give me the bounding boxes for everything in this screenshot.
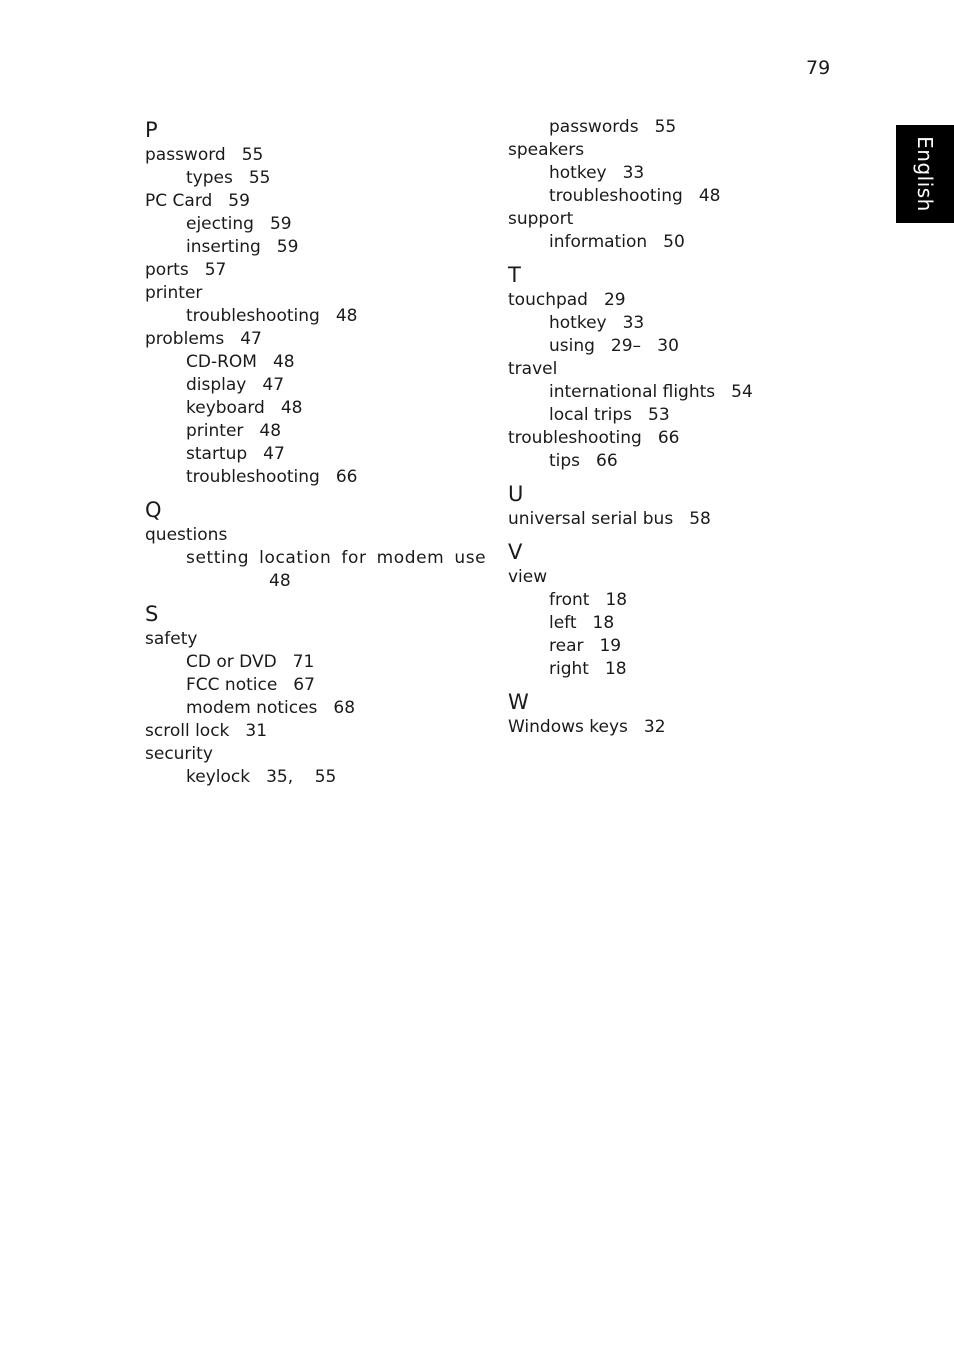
index-letter-heading: Q — [145, 498, 162, 522]
index-page-ref: 66 — [657, 428, 680, 448]
index-page-ref: 18 — [604, 659, 627, 679]
index-subentry — [145, 766, 475, 789]
index-term: right — [549, 659, 589, 679]
index-page-ref: 66 — [335, 467, 358, 487]
index-letter-heading: S — [145, 602, 159, 626]
index-term: tips — [549, 451, 581, 471]
index-page-ref: 29 — [603, 290, 626, 310]
index-entry — [508, 358, 838, 381]
index-page-ref: 59 — [228, 191, 250, 211]
index-page-ref: 53 — [648, 405, 670, 425]
index-term: startup — [186, 444, 248, 464]
index-term: inserting — [186, 237, 261, 257]
index-page-ref: 59 — [276, 237, 299, 257]
index-term: problems — [145, 329, 225, 349]
index-subentry — [508, 404, 838, 427]
index-page-ref: 50 — [663, 232, 685, 252]
index-page-ref: 59 — [269, 214, 292, 234]
index-subentry — [145, 420, 475, 443]
language-tab — [896, 125, 954, 223]
index-term: international flights — [549, 382, 716, 402]
index-term: printer — [186, 421, 244, 441]
index-term: questions — [145, 525, 228, 545]
index-subentry — [145, 236, 475, 259]
index-subentry — [508, 589, 838, 612]
index-page-ref: 48 — [335, 306, 358, 326]
index-entry — [145, 259, 475, 282]
index-term: support — [508, 209, 574, 229]
index-subentry — [145, 443, 475, 466]
index-entry — [145, 628, 475, 651]
index-subentry — [508, 185, 838, 208]
index-term: setting location for modem use — [186, 548, 487, 568]
index-page-ref: 55 — [248, 168, 271, 188]
index-term: view — [508, 567, 548, 587]
index-term: universal serial bus — [508, 509, 674, 529]
index-page-ref: 33 — [622, 163, 645, 183]
index-entry — [145, 190, 475, 213]
index-entry — [508, 508, 838, 531]
index-entry — [508, 566, 838, 589]
index-term: types — [186, 168, 233, 188]
index-entry — [145, 524, 475, 547]
index-term: front — [549, 590, 590, 610]
index-term: hotkey — [549, 313, 607, 333]
index-term: ejecting — [186, 214, 254, 234]
index-subentry — [145, 674, 475, 697]
index-page-ref: 58 — [689, 509, 711, 529]
index-page-ref: 67 — [293, 675, 315, 695]
index-term: troubleshooting — [508, 428, 642, 448]
index-column-left — [145, 116, 487, 789]
index-page-ref: 48 — [280, 398, 303, 418]
index-subentry — [145, 351, 475, 374]
index-subentry — [145, 374, 475, 397]
index-subentry — [508, 381, 838, 404]
index-subentry — [145, 651, 475, 674]
index-entry — [145, 743, 475, 766]
index-entry — [508, 208, 838, 231]
index-term: printer — [145, 283, 203, 303]
index-subentry — [508, 612, 838, 635]
index-page-ref: 18 — [592, 613, 615, 633]
index-page-ref: 68 — [333, 698, 356, 718]
index-entry — [145, 144, 475, 167]
index-entry — [145, 720, 475, 743]
index-page-ref: 35, 55 — [266, 767, 337, 787]
index-term: safety — [145, 629, 198, 649]
index-subentry — [145, 466, 475, 489]
index-subentry — [508, 162, 838, 185]
page-number: 79 — [806, 57, 831, 79]
index-page-ref: 32 — [643, 717, 666, 737]
index-term: Windows keys — [508, 717, 628, 737]
index-term: troubleshooting — [549, 186, 683, 206]
index-subentry — [145, 570, 475, 593]
index-term: information — [549, 232, 648, 252]
index-term: travel — [508, 359, 558, 379]
index-subentry — [508, 335, 838, 358]
index-letter-heading: P — [145, 118, 158, 142]
index-letter-heading: V — [508, 540, 523, 564]
index-term: rear — [549, 636, 584, 656]
index-term: CD-ROM — [186, 352, 257, 372]
index-entry — [508, 289, 838, 312]
index-page-ref: 29– 30 — [610, 336, 679, 356]
index-term: keyboard — [186, 398, 265, 418]
index-term: speakers — [508, 140, 585, 160]
index-entry — [145, 328, 475, 351]
index-subentry — [508, 635, 838, 658]
index-page-ref: 47 — [262, 375, 285, 395]
index-page-ref: 55 — [654, 117, 677, 137]
index-page-ref: 54 — [731, 382, 753, 402]
index-term: CD or DVD — [186, 652, 277, 672]
index-page-ref: 18 — [605, 590, 628, 610]
index-page-ref: 47 — [263, 444, 285, 464]
index-term: left — [549, 613, 577, 633]
index-page-ref: 71 — [292, 652, 315, 672]
index-page-ref: 31 — [245, 721, 268, 741]
index-subentry — [145, 213, 475, 236]
index-page-ref: 55 — [241, 145, 264, 165]
index-page-ref: 48 — [698, 186, 721, 206]
index-term: troubleshooting — [186, 467, 320, 487]
index-letter-heading: T — [508, 263, 521, 287]
index-subentry — [145, 397, 475, 420]
index-page-ref: 48 — [269, 571, 291, 591]
index-subentry — [508, 231, 838, 254]
index-term: ports — [145, 260, 189, 280]
index-subentry — [508, 450, 838, 473]
index-page-ref: 19 — [599, 636, 622, 656]
index-letter-heading: W — [508, 690, 529, 714]
index-subentry — [145, 547, 487, 570]
index-term: touchpad — [508, 290, 588, 310]
index-term: FCC notice — [186, 675, 278, 695]
index-term: PC Card — [145, 191, 213, 211]
index-subentry — [508, 658, 838, 681]
index-entry — [508, 427, 838, 450]
language-tab-label: English — [913, 136, 937, 212]
index-letter-heading: U — [508, 482, 524, 506]
index-subentry — [145, 167, 475, 190]
index-term: modem notices — [186, 698, 318, 718]
index-term: keylock — [186, 767, 251, 787]
index-page-ref: 47 — [240, 329, 262, 349]
index-entry — [508, 716, 838, 739]
index-term: using — [549, 336, 595, 356]
index-entry — [508, 139, 838, 162]
index-term: display — [186, 375, 247, 395]
index-term: troubleshooting — [186, 306, 320, 326]
index-subentry — [145, 305, 475, 328]
index-term: passwords — [549, 117, 639, 137]
index-column-right — [508, 116, 838, 739]
index-term: password — [145, 145, 226, 165]
index-subentry — [145, 697, 475, 720]
index-term: scroll lock — [145, 721, 230, 741]
index-subentry — [508, 312, 838, 335]
index-page-ref: 33 — [622, 313, 645, 333]
index-subentry — [508, 116, 838, 139]
index-page-ref: 48 — [259, 421, 282, 441]
index-page-ref: 48 — [272, 352, 295, 372]
index-term: hotkey — [549, 163, 607, 183]
index-page-ref: 57 — [204, 260, 227, 280]
index-entry — [145, 282, 475, 305]
index-term: local trips — [549, 405, 633, 425]
index-term: security — [145, 744, 213, 764]
index-page-ref: 66 — [596, 451, 618, 471]
